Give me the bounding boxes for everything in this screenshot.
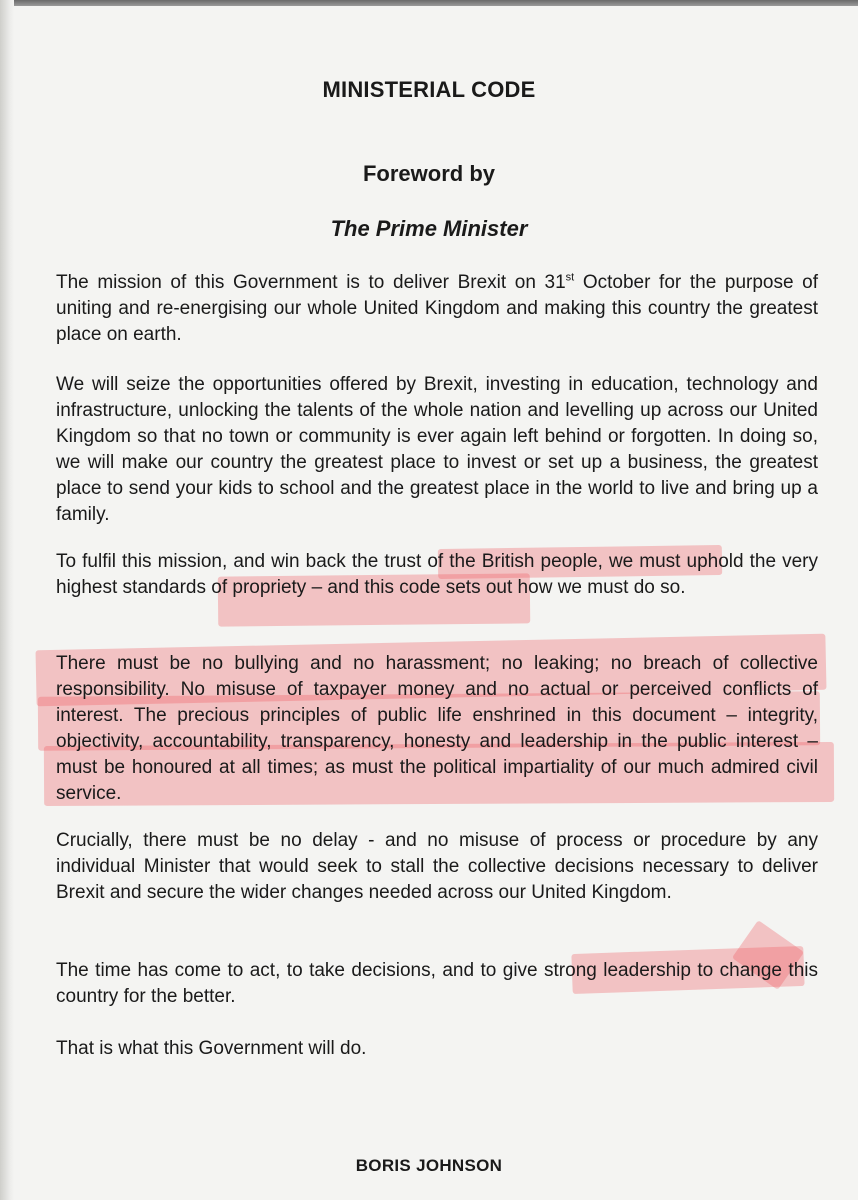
paragraph-no-delay: Crucially, there must be no delay - and no misuse of process or procedure by any individual Minister that would seek to stall the collective decisions necessary to deliver Brexit and secure the wider changes needed across our United Kingdom. <box>56 830 818 903</box>
author-role-heading: The Prime Minister <box>330 216 528 241</box>
paragraph-standards: To fulfil this mission, and win back the trust of the British people, we must uphold the very highest standards of propriety – and this code sets out how we must do so. <box>56 551 818 598</box>
paragraph-mission <box>56 270 818 348</box>
paragraph-text: The mission of this Government is to deliver Brexit on 31 <box>56 272 566 293</box>
signature-name: BORIS JOHNSON <box>355 1156 503 1175</box>
ordinal-suffix: st <box>565 271 575 284</box>
paragraph-opportunities: We will seize the opportunities offered by Brexit, investing in education, technology and infrastructure, unlocking the talents of the whole nation and levelling up across our United Kingdom so that no town or community is ever again left behind or forgotten. In doing so, we will make our country the greatest place to invest or set up a business, the greatest place to send your kids to school and the greatest place in the world to live and bring up a family. <box>56 374 818 525</box>
foreword-heading: Foreword by <box>362 161 495 186</box>
document-title: MINISTERIAL CODE <box>322 77 536 102</box>
paragraph-act: The time has come to act, to take decisions, and to give strong leadership to change this country for the better. <box>56 960 818 1007</box>
paragraph-conduct: There must be no bullying and no harassment; no leaking; no breach of collective responsibility. No misuse of taxpayer money and no actual or perceived conflicts of interest. The precious principles of public life enshrined in this document – integrity, objectivity, accountability, transparency, honesty and leadership in the public interest – must be honoured at all times; as must the political impartiality of our much admired civil service. <box>56 653 818 804</box>
paragraph-closing: That is what this Government will do. <box>56 1038 367 1059</box>
paragraph-text: October for the purpose of uniting and re-energising our whole United Kingdom and making this country the greatest place on earth. <box>56 272 819 345</box>
